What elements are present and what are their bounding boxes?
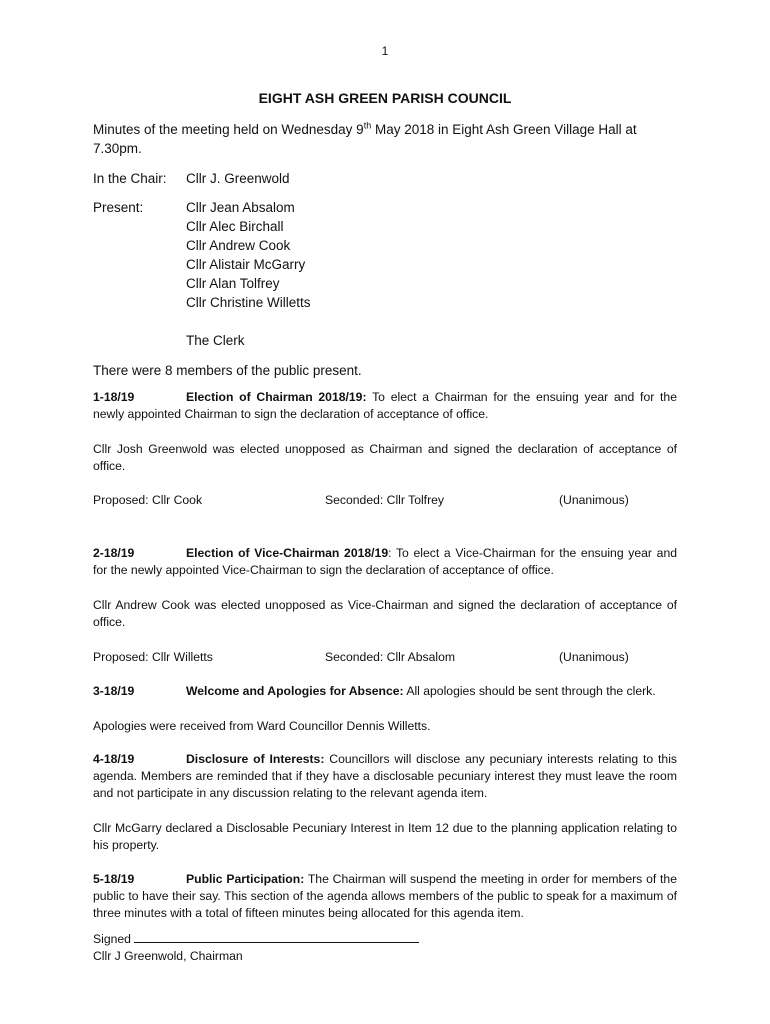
signed-label: Signed bbox=[93, 932, 131, 946]
item-number: 5-18/19 bbox=[93, 872, 135, 886]
agenda-item-5 bbox=[93, 871, 677, 922]
item-heading: Election of Vice-Chairman 2018/19 bbox=[186, 546, 389, 560]
present-member: Cllr Alec Birchall bbox=[186, 219, 284, 234]
signatory-name: Cllr J Greenwold, Chairman bbox=[93, 949, 243, 963]
proposed-by: Proposed: Cllr Cook bbox=[93, 493, 203, 507]
item-number: 3-18/19 bbox=[93, 684, 135, 698]
item-text: Councillors will disclose any pecuniary interests relating to this agenda. Members are reminded that if they have a disclosable pecuniary interest they must leave the room and not participate in any discussion relating to the relevant agenda item. bbox=[93, 752, 677, 800]
intro-date-suffix: th bbox=[363, 120, 372, 131]
seconded-by: Seconded: Cllr Absalom bbox=[325, 650, 456, 664]
present-label: Present: bbox=[93, 200, 144, 215]
signature-line bbox=[93, 931, 419, 948]
intro-text-start: Minutes of the meeting held on Wednesday 9 bbox=[93, 122, 364, 137]
present-member: Cllr Alistair McGarry bbox=[186, 257, 306, 272]
seconded-by: Seconded: Cllr Tolfrey bbox=[325, 493, 444, 507]
signature-underline bbox=[134, 931, 419, 943]
public-attendance-note: There were 8 members of the public present. bbox=[93, 363, 362, 378]
item-heading: Welcome and Apologies for Absence: bbox=[186, 684, 404, 698]
chair-value: Cllr J. Greenwold bbox=[186, 171, 290, 186]
item-text: To elect a Chairman for the ensuing year and for the newly appointed Chairman to sign the declaration of acceptance of office. bbox=[93, 390, 677, 421]
item-2-resolution: Cllr Andrew Cook was elected unopposed as Vice-Chairman and signed the declaration of acceptance of office. bbox=[93, 598, 677, 629]
page-number: 1 bbox=[381, 44, 389, 58]
vote-result: (Unanimous) bbox=[559, 650, 629, 664]
item-text: The Chairman will suspend the meeting in order for members of the public to have their say. This section of the agenda allows members of the public to speak for a maximum of three minutes with a total of fifteen minutes being allocated for this agenda item. bbox=[93, 872, 677, 920]
item-number: 4-18/19 bbox=[93, 752, 135, 766]
present-list bbox=[186, 198, 311, 350]
agenda-item-2 bbox=[93, 545, 677, 579]
item-text: : To elect a Vice-Chairman for the ensuing year and for the newly appointed Vice-Chairman to sign the declaration of acceptance of office. bbox=[93, 546, 677, 577]
agenda-item-3 bbox=[93, 683, 677, 700]
item-3-resolution: Apologies were received from Ward Councillor Dennis Willetts. bbox=[93, 719, 431, 733]
agenda-item-1 bbox=[93, 389, 677, 423]
item-number: 2-18/19 bbox=[93, 546, 135, 560]
present-row bbox=[93, 198, 311, 350]
item-heading: Election of Chairman 2018/19: bbox=[186, 390, 367, 404]
chair-label: In the Chair: bbox=[93, 171, 167, 186]
item-1-resolution: Cllr Josh Greenwold was elected unopposed as Chairman and signed the declaration of acceptance of office. bbox=[93, 442, 677, 473]
document-title: EIGHT ASH GREEN PARISH COUNCIL bbox=[258, 90, 512, 106]
item-number: 1-18/19 bbox=[93, 390, 135, 404]
item-heading: Public Participation: bbox=[186, 872, 305, 886]
agenda-item-4 bbox=[93, 751, 677, 802]
vote-result: (Unanimous) bbox=[559, 493, 629, 507]
item-text: All apologies should be sent through the clerk. bbox=[403, 684, 656, 698]
present-clerk: The Clerk bbox=[186, 333, 245, 348]
present-member: Cllr Jean Absalom bbox=[186, 200, 295, 215]
item-heading: Disclosure of Interests: bbox=[186, 752, 325, 766]
proposed-by: Proposed: Cllr Willetts bbox=[93, 650, 213, 664]
present-member: Cllr Andrew Cook bbox=[186, 238, 291, 253]
chair-row bbox=[93, 169, 290, 188]
intro-text-end: May 2018 in Eight Ash Green Village Hall at 7.30pm. bbox=[93, 122, 637, 156]
item-4-resolution: Cllr McGarry declared a Disclosable Pecuniary Interest in Item 12 due to the planning application relating to his property. bbox=[93, 821, 677, 852]
present-member: Cllr Alan Tolfrey bbox=[186, 276, 280, 291]
meeting-intro bbox=[93, 120, 683, 158]
present-member: Cllr Christine Willetts bbox=[186, 295, 311, 310]
